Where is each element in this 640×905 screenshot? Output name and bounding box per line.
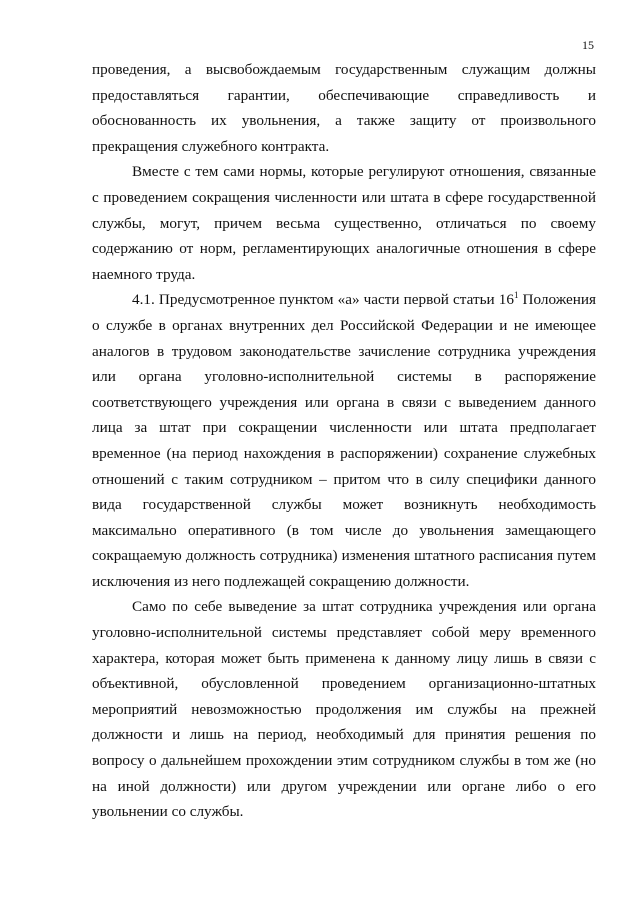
page-number: 15 <box>582 38 594 52</box>
article-superscript: 1 <box>513 290 519 301</box>
paragraph-section-4-1-lead: 4.1. Предусмотренное пунктом «а» части первой статьи 16 <box>132 291 514 309</box>
paragraph-norms: Вместе с тем сами нормы, которые регулируют отношения, связанные с проведением сокращения численности или штата в сфере государственной службы, могут, причем весьма существенно, отличаться по своему содержанию от норм, регламентирующих аналогичные отношения в сфере наемного труда. <box>92 163 596 283</box>
document-body <box>92 57 596 825</box>
paragraph-continuation: проведения, а высвобождаемым государственным служащим должны предоставляться гарантии, обеспечивающие справедливость и обоснованность их увольнения, а также защиту от произвольного прекращения служебного контракта. <box>92 61 596 155</box>
paragraph-section-4-1 <box>92 287 596 594</box>
paragraph-temporary-measure: Само по себе выведение за штат сотрудника учреждения или органа уголовно-исполнительной системы представляет собой меру временного характера, которая может быть применена к данному лицу лишь в связи с объективной, обусловленной проведением организационно-штатных мероприятий невозможностью продолжения им службы на прежней должности и лишь на период, необходимый для принятия решения по вопросу о дальнейшем прохождении этим сотрудником службы в том же (но на иной должности) или другом учреждении или органе либо о его увольнении со службы. <box>92 598 596 821</box>
paragraph-section-4-1-body: Положения о службе в органах внутренних дел Российской Федерации и не имеющее аналогов в трудовом законодательстве зачисление сотрудника учреждения или органа уголовно-исполнительной системы в распоряжение соответствующего учреждения или органа в связи с выведением данного лица за штат при сокращении численности или штата предполагает временное (на период нахождения в распоряжении) сохранение служебных отношений с таким сотрудником – притом что в силу специфики данного вида государственной службы может возникнуть необходимость максимально оперативного (в том числе до увольнения замещающего сокращаемую должность сотрудника) изменения штатного расписания путем исключения из него подлежащей сокращению должности. <box>92 291 596 590</box>
